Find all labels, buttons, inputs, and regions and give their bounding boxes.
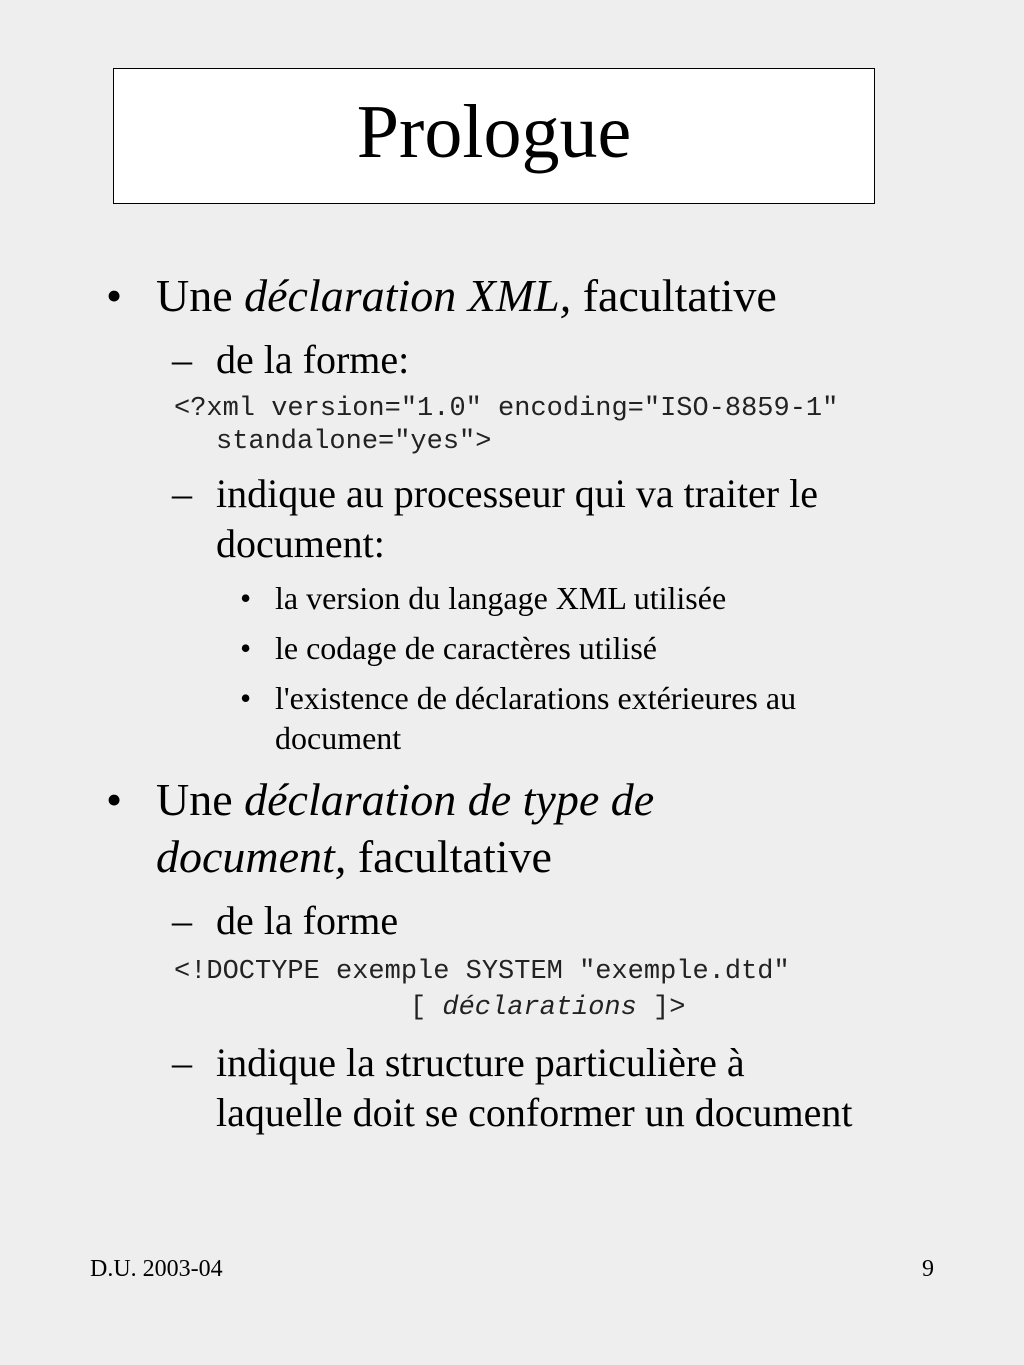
bullet-2: • (106, 774, 123, 825)
section1-heading-suffix: facultative (571, 270, 777, 321)
section2-sub2-line2: laquelle doit se conformer un document (216, 1090, 853, 1135)
section1-heading-italic: déclaration XML, (244, 270, 572, 321)
code-doctype-line2 (410, 992, 685, 1025)
section2-heading-line2 (156, 829, 552, 885)
title-box (113, 68, 875, 204)
section1-heading-prefix: Une (156, 270, 245, 321)
dash-2b: – (172, 1040, 192, 1085)
section2-heading-italic-1: déclaration de type de (244, 774, 655, 825)
page-number: 9 (922, 1256, 934, 1282)
list-item-continuation: document (275, 720, 402, 756)
section2-heading-suffix: facultative (346, 831, 552, 882)
section2-heading-italic-2: document, (156, 831, 347, 882)
footer-left: D.U. 2003-04 (90, 1256, 223, 1282)
code-bracket-close: ]> (636, 993, 686, 1023)
slide-title: Prologue (356, 90, 632, 174)
section2-sub1-label: de la forme (216, 898, 399, 943)
section2-sub2-line1: indique la structure particulière à (216, 1040, 745, 1085)
section1-sub2-line1: indique au processeur qui va traiter le (216, 471, 818, 516)
code-bracket-open: [ (410, 993, 443, 1023)
code-declarations: déclarations (442, 993, 637, 1023)
section2-heading-prefix: Une (156, 774, 245, 825)
list-item: la version du langage XML utilisée (275, 580, 727, 616)
section2-heading-line1 (156, 772, 654, 828)
section1-heading (156, 268, 777, 324)
section1-sub1-label: de la forme: (216, 337, 410, 382)
bullet-1: • (106, 270, 123, 321)
list-item: l'existence de déclarations extérieures au (275, 680, 797, 716)
dash-1a: – (172, 337, 192, 382)
sub-bullet-1: • (240, 580, 252, 616)
sub-bullet-2: • (240, 630, 252, 666)
dash-2a: – (172, 898, 192, 943)
list-item: le codage de caractères utilisé (275, 630, 657, 666)
code-doctype-line1: <!DOCTYPE exemple SYSTEM "exemple.dtd" (174, 957, 790, 987)
dash-1b: – (172, 471, 192, 516)
code-xml-line1: <?xml version="1.0" encoding="ISO-8859-1" (174, 394, 839, 424)
code-xml-line2: standalone="yes"> (216, 427, 492, 457)
section1-sub2-line2: document: (216, 521, 385, 566)
sub-bullet-3: • (240, 680, 252, 716)
